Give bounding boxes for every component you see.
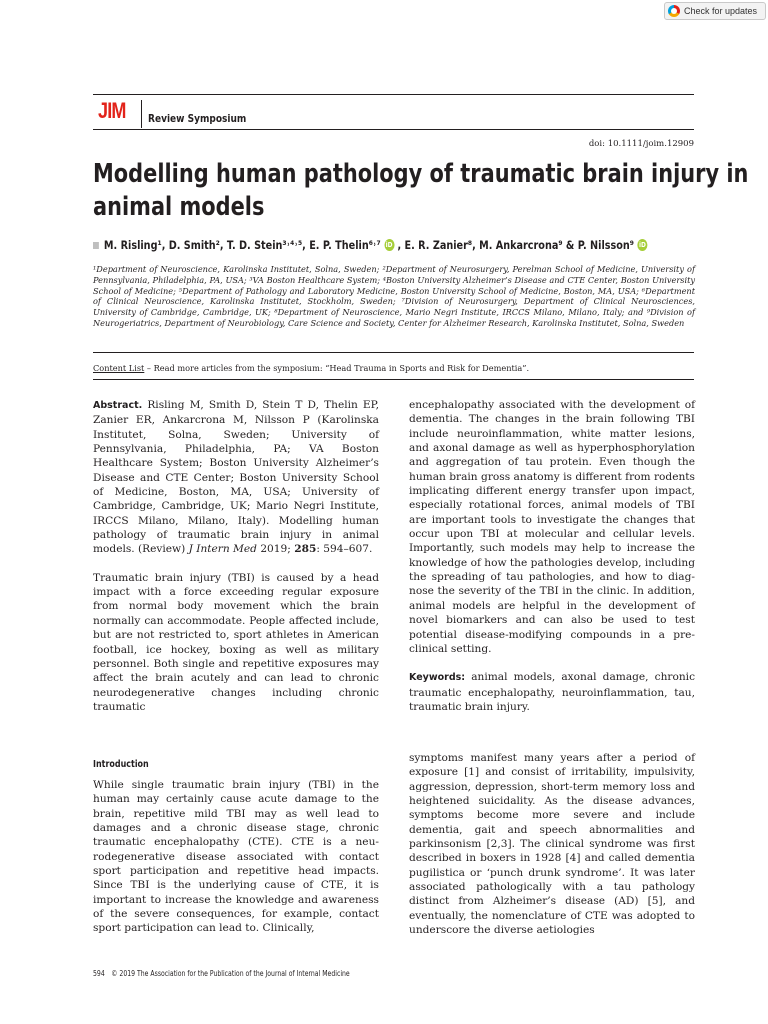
orcid-icon[interactable]: iD: [385, 241, 393, 249]
affiliations: ¹Department of Neuroscience, Karolinska Institutet, Solna, Sweden; ²Department of Neurosurgery, Perelman School of Medicine, University of Pennsylvania, Philadelphia, PA, USA; ³VA Boston Healthcare System; ⁴Boston University Alzheimer’s Disease and CTE Center, Boston University School of Medicine; ⁵Department of Pathology and Laboratory Medicine, Boston University School of Medicine, Boston, MA, USA; ⁶Department of Clinical Neuroscience, Karolinska Institutet, Stockholm, Sweden; ⁷Division of Neurosurgery, Department of Clinical Neurosciences, University of Cambridge, Cambridge, UK; ⁸Department of Neuroscience, Mario Negri Institute, IRCCS Milano, Milano, Italy; and ⁹Division of Neurogeriatrics, Department of Neurobiology, Care Science and Society, Center for Alzheimer Research, Karolinska Institutet, Solna, Sweden: [93, 264, 695, 328]
author-list: [93, 238, 651, 252]
article-title: [93, 158, 749, 224]
keywords-paragraph: [409, 670, 695, 714]
abstract-left-column: [93, 398, 379, 714]
check-for-updates-button[interactable]: [664, 2, 766, 20]
introduction-left-column: While single traumatic brain injury (TBI) in the human may certainly cause acute damage to the brain, repetitive mild TBI may as well lead to damages and a chronic disease stage, chronic traumatic encephalopathy (CTE). CTE is a neurodegenerative disease associated with contact sport participation and repetitive head impacts. Since TBI is the underlying cause of CTE, it is important to increase the knowledge and awareness of the severe consequences, for example, contact sport participation can lead to. Clinically,: [93, 779, 379, 935]
title-line-1: Modelling human pathology of traumatic brain injury in: [93, 159, 749, 189]
introduction-heading: Introduction: [93, 759, 149, 770]
page-number: 594: [93, 969, 105, 978]
check-for-updates-label: Check for updates: [684, 6, 758, 16]
copyright: © 2019 The Association for the Publication of the Journal of Internal Medicine: [111, 969, 350, 978]
doi: doi: 10.1111/joim.12909: [588, 139, 694, 149]
content-list-text: – Read more articles from the symposium: “Head Trauma in Sports and Risk for Dementia”.: [144, 363, 530, 373]
crossmark-icon: [668, 5, 680, 17]
title-line-2: animal models: [93, 192, 265, 222]
abstract-year: 2019;: [256, 543, 295, 556]
authors-part-2: , E. R. Zanier⁸, M. Ankarcrona⁹ & P. Nilsson⁹: [397, 238, 635, 252]
section-label: Review Symposium: [148, 112, 247, 125]
header-rule-bottom: [93, 129, 694, 130]
journal-logo: JIM: [98, 98, 126, 123]
author-bullet: [93, 242, 99, 249]
abstract-journal: J Intern Med: [188, 543, 257, 556]
content-list-rule-top: [93, 352, 694, 353]
header-rule-top: [93, 94, 694, 95]
authors-part-1: M. Risling¹, D. Smith², T. D. Stein³˒⁴˒⁵, E. P. Thelin⁶˒⁷: [103, 238, 381, 252]
content-list-rule-bottom: [93, 379, 694, 380]
abstract-right-column: [409, 398, 695, 714]
header-separator: [141, 100, 142, 128]
page-footer: [93, 969, 356, 978]
abstract-continued: encephalopathy associated with the development of dementia. The changes in the brain following TBI include neuroinflammation, white matter lesions, and axonal damage as well as hyperphosphorylation and aggregation of tau protein. Even though the human brain gross anatomy is different from rodents implicating different energy transfer upon impact, especially rotational forces, animal models of TBI are important tools to investigate the changes that occur upon TBI at molecular and cellular levels. Importantly, such models may help to increase the knowledge of how the pathologies develop, including the spreading of tau pathologies, and how to diagnose the severity of the TBI in the clinic. In addition, animal models are helpful in the development of novel biomarkers and can also be used to test potential disease-modifying compounds in a pre-clinical setting.: [409, 399, 695, 655]
abstract-volume: 285: [294, 543, 317, 556]
introduction-right-column: symptoms manifest many years after a period of exposure [1] and consist of irritability, impulsivity, aggression, depression, short-term memory loss and heightened suicidality. As the disease advances, symptoms become more severe and include dementia, gait and speech abnormalities and parkinsonism [2,3]. The clinical syndrome was first described in boxers in 1928 [4] and called dementia pugilistica or ‘punch drunk syndrome’. It was later associated pathologically with a tau pathology distinct from Alzheimer’s disease (AD) [5], and eventually, the nomenclature of CTE was adopted to underscore the diverse aetiologies: [409, 752, 695, 937]
content-list-note: [93, 363, 529, 373]
content-list-link[interactable]: Content List: [93, 363, 145, 373]
abstract-text: Risling M, Smith D, Stein T D, Thelin EP, Zanier ER, Ankarcrona M, Nilsson P (Karolinska Institutet, Solna, Sweden; University of Pennsylvania, Philadelphia, PA; VA Boston Healthcare System; Boston University Alzheimer’s Disease and CTE Center; Boston University School of Medicine, Boston, MA, USA; University of Cambridge, Cambridge, UK; Mario Negri Institute, IRCCS Milano, Milano, Italy). Modelling human pathology of traumatic brain injury in animal models. (Review): [93, 399, 379, 556]
keywords-text: animal models, axonal damage, chronic traumatic encephalopathy, neuroinflammation, tau, traumatic brain injury.: [409, 671, 696, 713]
abstract-paragraph: [93, 398, 379, 557]
keywords-label: Keywords:: [409, 672, 466, 684]
orcid-icon[interactable]: iD: [638, 241, 646, 249]
abstract-body-paragraph: Traumatic brain injury (TBI) is caused by a head impact with a force exceeding regular exposure from normal body movement which the brain normally can accommodate. People affected include, but are not restricted to, sport athletes in American football, ice hockey, boxing as well as military personnel. Both single and repetitive exposures may affect the brain acutely and can lead to chronic neurodegenerative changes including chronic traumatic: [93, 571, 379, 713]
abstract-pages: : 594–607.: [316, 543, 373, 556]
abstract-label: Abstract.: [93, 400, 143, 411]
